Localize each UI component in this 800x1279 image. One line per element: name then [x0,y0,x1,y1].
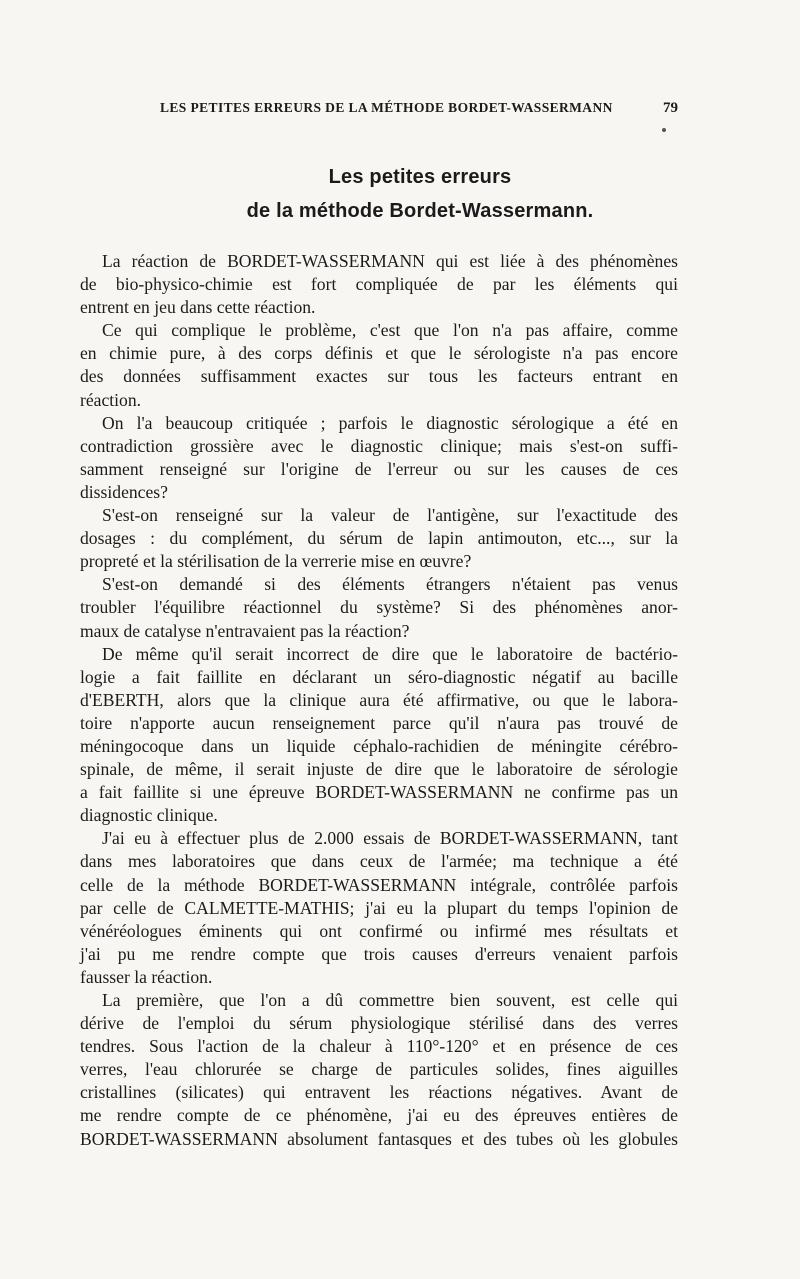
text-line: dosages : du complément, du sérum de lapin antimouton, etc..., sur la [80,528,678,549]
text-line: contradiction grossière avec le diagnostic clinique; mais s'est-on suffi- [80,435,678,456]
text-line: propreté et la stérilisation de la verrerie mise en œuvre? [80,551,472,572]
text-line: a fait faillite si une épreuve BORDET-WASSERMANN ne confirme pas un [80,782,678,803]
text-line: Ce qui complique le problème, c'est que l'on n'a pas affaire, comme [102,320,678,341]
text-line: S'est-on renseigné sur la valeur de l'antigène, sur l'exactitude des [102,505,678,526]
body-text [80,250,678,1151]
text-line: verres, l'eau chlorurée se charge de particules solides, fines aiguilles [80,1059,678,1080]
text-line: spinale, de même, il serait injuste de dire que le laboratoire de sérologie [80,759,678,780]
chapter-title-line-1: Les petites erreurs [328,166,512,188]
text-line: d'EBERTH, alors que la clinique aura été affirmative, ou que le labora- [80,689,678,710]
page-number: 79 [663,100,678,116]
text-line: par celle de CALMETTE-MATHIS; j'ai eu la plupart du temps l'opinion de [80,897,678,918]
text-line: méningocoque dans un liquide céphalo-rachidien de méningite cérébro- [80,735,678,756]
text-line: des données suffisamment exactes sur tous les facteurs entrant en [80,366,678,387]
text-line: me rendre compte de ce phénomène, j'ai eu des épreuves entières de [80,1105,678,1126]
text-line: toire n'apporte aucun renseignement parce qu'il n'aura pas trouvé de [80,712,678,733]
print-speck [662,128,666,132]
text-line: diagnostic clinique. [80,805,218,826]
text-line: dérive de l'emploi du sérum physiologique stérilisé dans des verres [80,1013,678,1034]
text-line: fausser la réaction. [80,966,213,987]
text-line: entrent en jeu dans cette réaction. [80,297,316,318]
text-line: J'ai eu à effectuer plus de 2.000 essais de BORDET-WASSERMANN, tant [102,828,678,849]
text-line: De même qu'il serait incorrect de dire que le laboratoire de bactério- [102,643,678,664]
text-line: tendres. Sous l'action de la chaleur à 110°-120° et en présence de ces [80,1036,678,1057]
text-line: réaction. [80,389,142,410]
text-line: maux de catalyse n'entravaient pas la réaction? [80,620,410,641]
text-line: troubler l'équilibre réactionnel du système? Si des phénomènes anor- [80,597,678,618]
text-line: dans mes laboratoires que dans ceux de l'armée; ma technique a été [80,851,678,872]
text-line: celle de la méthode BORDET-WASSERMANN intégrale, contrôlée parfois [80,874,678,895]
text-line: La première, que l'on a dû commettre bien souvent, est celle qui [102,990,678,1010]
text-line: en chimie pure, à des corps définis et que le sérologiste n'a pas encore [80,343,678,364]
text-line: BORDET-WASSERMANN absolument fantasques et des tubes où les globules [80,1128,678,1149]
text-line: de bio-physico-chimie est fort compliquée de par les éléments qui [80,274,678,295]
text-line: S'est-on demandé si des éléments étrangers n'étaient pas venus [102,574,678,595]
text-line: On l'a beaucoup critiquée ; parfois le diagnostic sérologique a été en [102,412,678,433]
chapter-title-line-2: de la méthode Bordet-Wassermann. [246,200,594,222]
text-line: cristallines (silicates) qui entravent les réactions négatives. Avant de [80,1082,678,1103]
running-header: LES PETITES ERREURS DE LA MÉTHODE BORDET-WASSERMANN [160,100,613,115]
text-line: samment renseigné sur l'origine de l'erreur ou sur les causes de ces [80,458,678,479]
text-line: La réaction de BORDET-WASSERMANN qui est liée à des phénomènes [102,251,678,271]
text-line: j'ai pu me rendre compte que trois causes d'erreurs venaient parfois [80,943,678,964]
text-line: dissidences? [80,481,168,502]
text-line: logie a fait faillite en déclarant un séro-diagnostic négatif au bacille [80,666,678,687]
text-line: vénéréologues éminents qui ont confirmé ou infirmé mes résultats et [80,920,678,941]
